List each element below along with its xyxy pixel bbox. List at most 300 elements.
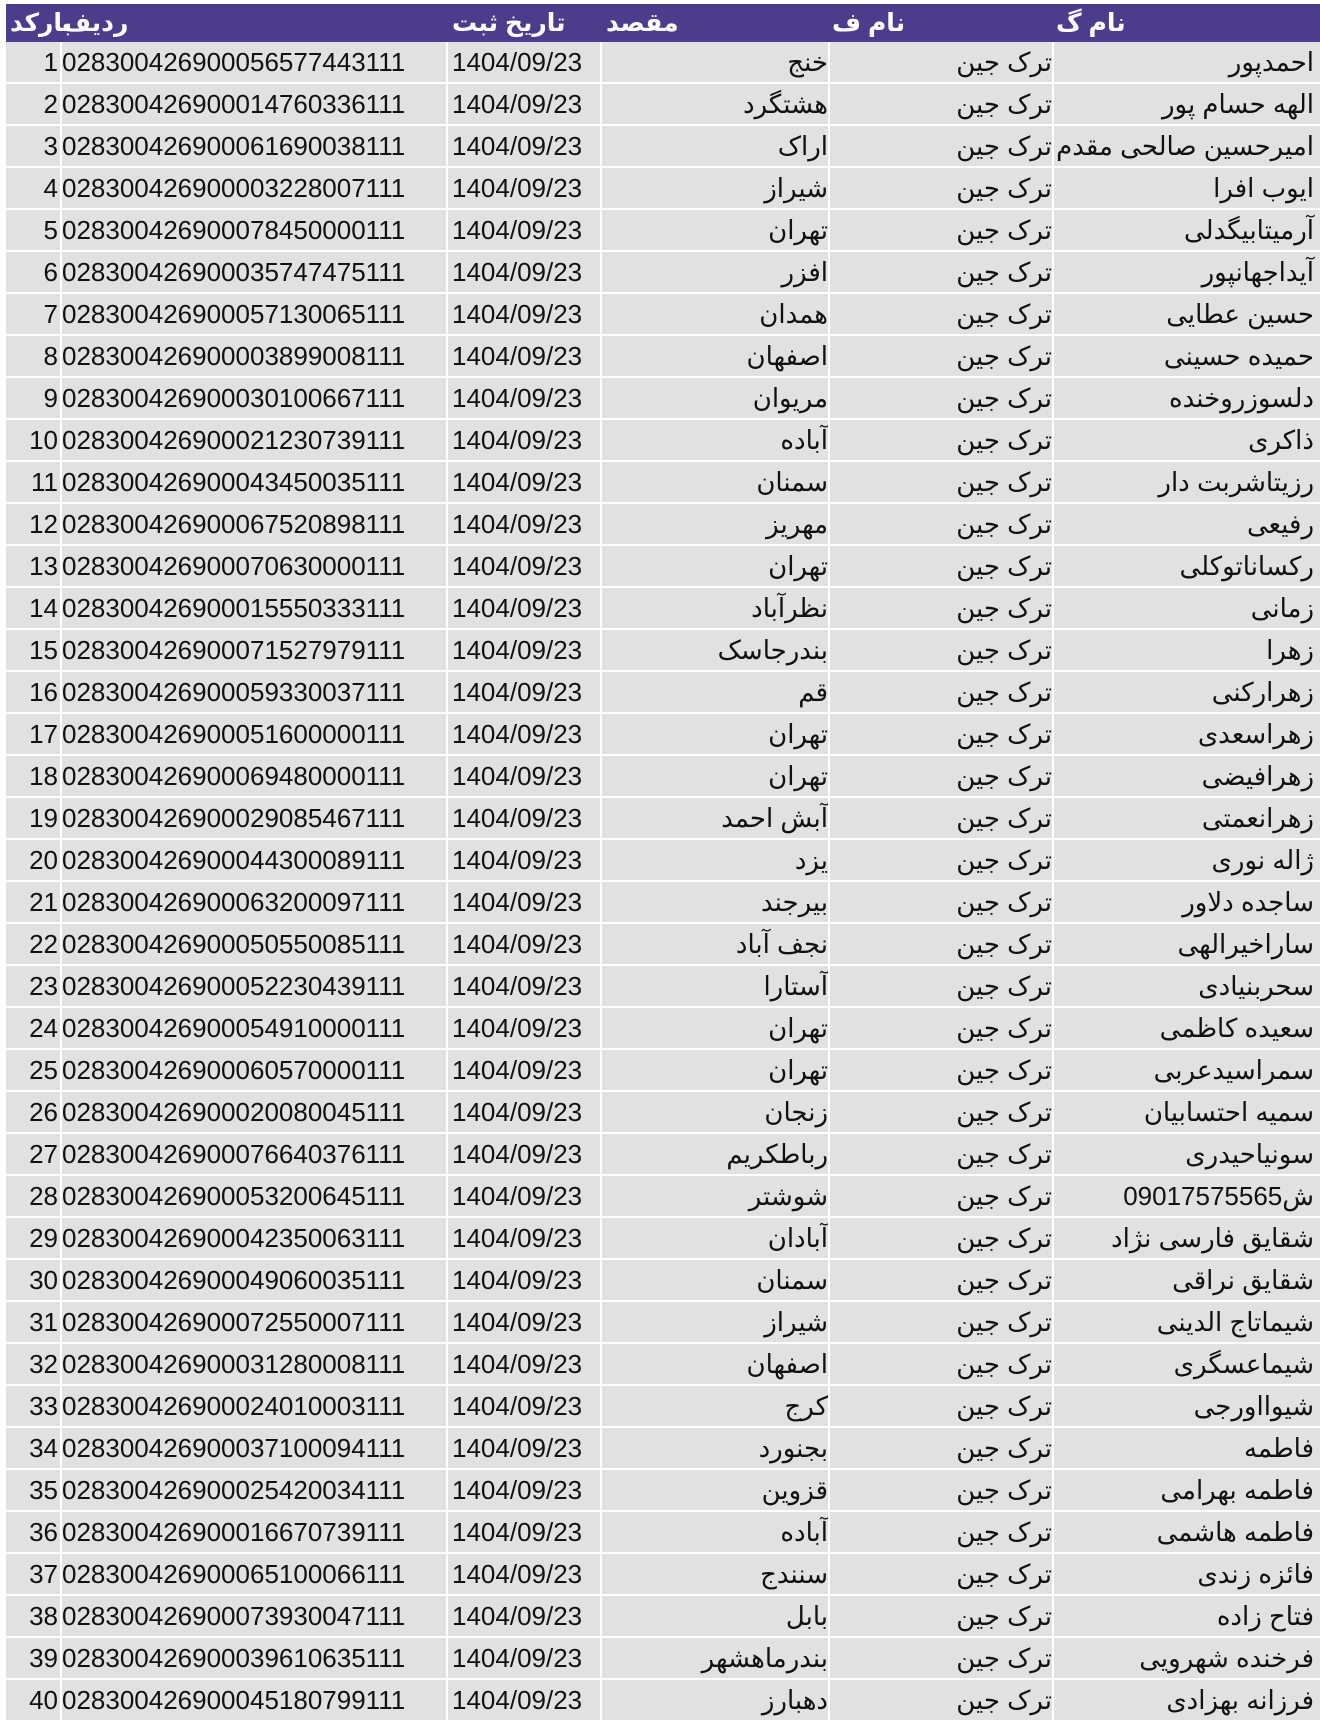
column-divider: [828, 1260, 830, 1300]
column-divider: [600, 1260, 602, 1300]
column-divider: [1052, 756, 1054, 796]
cell-destination: شیراز: [764, 1307, 828, 1337]
cell-barcode: 028300426900053200645111: [62, 1181, 406, 1211]
column-divider: [828, 1596, 830, 1636]
table-row[interactable]: [6, 966, 1320, 1008]
column-divider: [828, 840, 830, 880]
cell-registration-date: 1404/09/23: [452, 425, 583, 455]
cell-registration-date: 1404/09/23: [452, 383, 583, 413]
column-divider: [60, 1260, 62, 1300]
table-row[interactable]: [6, 420, 1320, 462]
column-divider: [60, 1554, 62, 1594]
cell-given-name: شیماتاج الدینی: [1156, 1307, 1314, 1337]
cell-family-name: ترک جین: [956, 89, 1052, 119]
cell-barcode: 028300426900039610635111: [62, 1643, 406, 1673]
column-divider: [446, 168, 448, 208]
column-divider: [828, 966, 830, 1006]
column-divider: [828, 924, 830, 964]
column-divider: [446, 126, 448, 166]
cell-barcode: 028300426900003228007111: [62, 173, 406, 203]
cell-given-name: شقایق نراقی: [1172, 1265, 1314, 1295]
cell-row-number: 26: [29, 1097, 58, 1127]
column-divider: [60, 630, 62, 670]
header-given-name[interactable]: نام گ: [1056, 9, 1126, 37]
cell-given-name: حمیده حسینی: [1163, 341, 1314, 371]
table-row[interactable]: [6, 1596, 1320, 1638]
table-row[interactable]: [6, 1218, 1320, 1260]
column-divider: [600, 1344, 602, 1384]
table-row[interactable]: [6, 798, 1320, 840]
cell-family-name: ترک جین: [956, 1223, 1052, 1253]
cell-family-name: ترک جین: [956, 1559, 1052, 1589]
table-row[interactable]: [6, 1428, 1320, 1470]
column-divider: [446, 1512, 448, 1552]
column-divider: [60, 840, 62, 880]
cell-given-name: زهرا: [1266, 635, 1314, 665]
cell-family-name: ترک جین: [956, 1601, 1052, 1631]
cell-row-number: 25: [29, 1055, 58, 1085]
table-row[interactable]: [6, 546, 1320, 588]
table-row[interactable]: [6, 1302, 1320, 1344]
column-divider: [446, 1050, 448, 1090]
table-row[interactable]: [6, 672, 1320, 714]
cell-given-name: ذاکری: [1248, 425, 1314, 455]
cell-destination: اصفهان: [746, 341, 828, 371]
cell-barcode: 028300426900065100066111: [62, 1559, 406, 1589]
table-row[interactable]: [6, 1260, 1320, 1302]
column-divider: [60, 462, 62, 502]
cell-row-number: 9: [43, 383, 58, 413]
column-divider: [600, 126, 602, 166]
column-divider: [446, 756, 448, 796]
column-divider: [1052, 1596, 1054, 1636]
cell-given-name: سعیده کاظمی: [1159, 1013, 1314, 1043]
cell-destination: بجنورد: [758, 1433, 828, 1463]
cell-given-name: حسین عطایی: [1166, 299, 1314, 329]
cell-given-name: فاطمه هاشمی: [1156, 1517, 1314, 1547]
cell-barcode: 028300426900050550085111: [62, 929, 406, 959]
column-divider: [446, 588, 448, 628]
cell-given-name: ساجده دلاور: [1182, 887, 1314, 917]
column-divider: [600, 1134, 602, 1174]
column-divider: [1052, 630, 1054, 670]
column-divider: [600, 546, 602, 586]
column-divider: [600, 336, 602, 376]
table-row[interactable]: [6, 882, 1320, 924]
cell-row-number: 30: [29, 1265, 58, 1295]
column-divider: [828, 672, 830, 712]
cell-row-number: 33: [29, 1391, 58, 1421]
column-divider: [828, 336, 830, 376]
cell-given-name: شیماعسگری: [1173, 1349, 1314, 1379]
column-divider: [446, 714, 448, 754]
table-row[interactable]: [6, 924, 1320, 966]
column-divider: [60, 966, 62, 1006]
cell-row-number: 39: [29, 1643, 58, 1673]
cell-destination: بندرماهشهر: [701, 1643, 828, 1673]
column-divider: [446, 1680, 448, 1720]
column-divider: [828, 1218, 830, 1258]
column-divider: [828, 252, 830, 292]
cell-family-name: ترک جین: [956, 1433, 1052, 1463]
cell-given-name: ش09017575565: [1123, 1181, 1314, 1211]
column-divider: [1052, 1008, 1054, 1048]
cell-registration-date: 1404/09/23: [452, 551, 583, 581]
column-divider: [1052, 336, 1054, 376]
cell-destination: آبادان: [767, 1223, 828, 1253]
cell-destination: یزد: [794, 845, 828, 875]
table-row[interactable]: [6, 630, 1320, 672]
column-divider: [446, 966, 448, 1006]
cell-family-name: ترک جین: [956, 1181, 1052, 1211]
cell-registration-date: 1404/09/23: [452, 1685, 583, 1715]
column-divider: [828, 420, 830, 460]
cell-registration-date: 1404/09/23: [452, 1223, 583, 1253]
cell-registration-date: 1404/09/23: [452, 1517, 583, 1547]
column-divider: [600, 1428, 602, 1468]
cell-barcode: 028300426900044300089111: [62, 845, 406, 875]
cell-registration-date: 1404/09/23: [452, 1391, 583, 1421]
cell-given-name: امیرحسین صالحی مقدم: [1056, 131, 1314, 161]
column-divider: [1052, 504, 1054, 544]
table-row[interactable]: [6, 1008, 1320, 1050]
table-row[interactable]: [6, 378, 1320, 420]
cell-registration-date: 1404/09/23: [452, 173, 583, 203]
column-divider: [60, 1512, 62, 1552]
column-divider: [1052, 168, 1054, 208]
cell-row-number: 34: [29, 1433, 58, 1463]
cell-family-name: ترک جین: [956, 1013, 1052, 1043]
cell-registration-date: 1404/09/23: [452, 1097, 583, 1127]
cell-registration-date: 1404/09/23: [452, 845, 583, 875]
column-divider: [828, 798, 830, 838]
cell-row-number: 32: [29, 1349, 58, 1379]
table-row[interactable]: [6, 294, 1320, 336]
table-row[interactable]: [6, 588, 1320, 630]
column-divider: [446, 504, 448, 544]
column-divider: [60, 504, 62, 544]
cell-destination: زنجان: [764, 1097, 828, 1127]
column-divider: [1052, 462, 1054, 502]
cell-barcode: 028300426900043450035111: [62, 467, 406, 497]
column-divider: [60, 420, 62, 460]
column-divider: [446, 630, 448, 670]
column-divider: [600, 924, 602, 964]
cell-family-name: ترک جین: [956, 467, 1052, 497]
table-row[interactable]: [6, 1512, 1320, 1554]
cell-destination: خنج: [787, 47, 828, 77]
column-divider: [600, 1386, 602, 1426]
table-row[interactable]: [6, 1470, 1320, 1512]
column-divider: [446, 1008, 448, 1048]
cell-barcode: 028300426900067520898111: [62, 509, 406, 539]
table-row[interactable]: [6, 42, 1320, 84]
cell-family-name: ترک جین: [956, 131, 1052, 161]
column-divider: [828, 1512, 830, 1552]
column-divider: [828, 1302, 830, 1342]
cell-given-name: رفیعی: [1246, 509, 1314, 539]
column-divider: [828, 1050, 830, 1090]
column-divider: [60, 1008, 62, 1048]
cell-registration-date: 1404/09/23: [452, 1433, 583, 1463]
column-divider: [600, 672, 602, 712]
cell-barcode: 028300426900020080045111: [62, 1097, 406, 1127]
cell-destination: سمنان: [756, 467, 828, 497]
column-divider: [1052, 378, 1054, 418]
cell-registration-date: 1404/09/23: [452, 1013, 583, 1043]
cell-given-name: ایوب افرا: [1213, 173, 1314, 203]
column-divider: [1052, 126, 1054, 166]
table-row[interactable]: [6, 126, 1320, 168]
column-divider: [60, 1428, 62, 1468]
cell-given-name: فتاح زاده: [1216, 1601, 1314, 1631]
cell-row-number: 22: [29, 929, 58, 959]
column-divider: [600, 84, 602, 124]
column-divider: [60, 378, 62, 418]
cell-row-number: 8: [43, 341, 58, 371]
cell-destination: تهران: [768, 551, 828, 581]
column-divider: [1052, 252, 1054, 292]
cell-barcode: 028300426900054910000111: [62, 1013, 406, 1043]
cell-row-number: 3: [43, 131, 58, 161]
table-row[interactable]: [6, 756, 1320, 798]
table-row[interactable]: [6, 1680, 1320, 1722]
column-divider: [446, 840, 448, 880]
cell-registration-date: 1404/09/23: [452, 635, 583, 665]
table-row[interactable]: [6, 210, 1320, 252]
column-divider: [60, 1302, 62, 1342]
table-row[interactable]: [6, 84, 1320, 126]
cell-registration-date: 1404/09/23: [452, 509, 583, 539]
cell-registration-date: 1404/09/23: [452, 47, 583, 77]
cell-registration-date: 1404/09/23: [452, 215, 583, 245]
column-divider: [828, 504, 830, 544]
header-barcode[interactable]: بارکد: [10, 9, 73, 37]
cell-registration-date: 1404/09/23: [452, 677, 583, 707]
column-divider: [446, 1092, 448, 1132]
header-destination[interactable]: مقصد: [606, 9, 679, 37]
table-row[interactable]: [6, 504, 1320, 546]
column-divider: [1052, 420, 1054, 460]
column-divider: [446, 1386, 448, 1426]
column-divider: [1052, 672, 1054, 712]
cell-given-name: سمراسیدعربی: [1153, 1055, 1314, 1085]
cell-family-name: ترک جین: [956, 719, 1052, 749]
column-divider: [600, 840, 602, 880]
cell-family-name: ترک جین: [956, 1391, 1052, 1421]
cell-row-number: 17: [29, 719, 58, 749]
cell-barcode: 028300426900069480000111: [62, 761, 406, 791]
cell-row-number: 10: [29, 425, 58, 455]
column-divider: [1052, 1218, 1054, 1258]
column-divider: [446, 1134, 448, 1174]
column-divider: [1052, 1344, 1054, 1384]
column-divider: [446, 42, 448, 82]
column-divider: [1052, 1470, 1054, 1510]
column-divider: [828, 1008, 830, 1048]
cell-barcode: 028300426900030100667111: [62, 383, 406, 413]
cell-barcode: 028300426900078450000111: [62, 215, 406, 245]
cell-destination: مهریز: [766, 509, 828, 539]
column-divider: [60, 882, 62, 922]
cell-barcode: 028300426900014760336111: [62, 89, 406, 119]
column-divider: [828, 84, 830, 124]
cell-family-name: ترک جین: [956, 845, 1052, 875]
column-divider: [1052, 294, 1054, 334]
cell-destination: کرج: [784, 1391, 828, 1421]
column-divider: [60, 336, 62, 376]
header-family-name[interactable]: نام ف: [832, 9, 906, 37]
column-divider: [600, 630, 602, 670]
cell-family-name: ترک جین: [956, 1349, 1052, 1379]
cell-destination: تهران: [768, 1055, 828, 1085]
cell-registration-date: 1404/09/23: [452, 1139, 583, 1169]
cell-registration-date: 1404/09/23: [452, 299, 583, 329]
column-divider: [600, 1050, 602, 1090]
cell-family-name: ترک جین: [956, 215, 1052, 245]
cell-registration-date: 1404/09/23: [452, 467, 583, 497]
cell-destination: هشتگرد: [742, 89, 828, 119]
column-divider: [828, 42, 830, 82]
table-row[interactable]: [6, 1092, 1320, 1134]
column-divider: [600, 588, 602, 628]
cell-given-name: سمیه احتسابیان: [1143, 1097, 1314, 1127]
column-divider: [600, 1092, 602, 1132]
table-row[interactable]: [6, 168, 1320, 210]
cell-barcode: 028300426900025420034111: [62, 1475, 406, 1505]
column-divider: [828, 714, 830, 754]
cell-row-number: 12: [29, 509, 58, 539]
table-row[interactable]: [6, 462, 1320, 504]
cell-row-number: 11: [31, 467, 58, 497]
cell-family-name: ترک جین: [956, 551, 1052, 581]
column-divider: [600, 168, 602, 208]
column-divider: [1052, 1134, 1054, 1174]
column-divider: [446, 294, 448, 334]
header-row-number[interactable]: ردیف: [62, 9, 129, 37]
column-divider: [60, 42, 62, 82]
cell-destination: نجف آباد: [735, 929, 828, 959]
column-divider: [600, 882, 602, 922]
cell-destination: آستارا: [763, 971, 828, 1001]
table-row[interactable]: [6, 840, 1320, 882]
cell-row-number: 15: [29, 635, 58, 665]
cell-registration-date: 1404/09/23: [452, 803, 583, 833]
column-divider: [446, 882, 448, 922]
cell-row-number: 31: [29, 1307, 58, 1337]
cell-destination: آباده: [780, 1517, 828, 1547]
cell-family-name: ترک جین: [956, 887, 1052, 917]
cell-given-name: زهراسعدی: [1197, 719, 1314, 749]
cell-registration-date: 1404/09/23: [452, 929, 583, 959]
cell-destination: بابل: [785, 1601, 828, 1631]
cell-registration-date: 1404/09/23: [452, 1055, 583, 1085]
cell-row-number: 21: [29, 887, 58, 917]
header-registration-date[interactable]: تاریخ ثبت: [452, 9, 566, 37]
cell-row-number: 19: [29, 803, 58, 833]
column-divider: [600, 1638, 602, 1678]
cell-registration-date: 1404/09/23: [452, 1475, 583, 1505]
table-row[interactable]: [6, 1638, 1320, 1680]
cell-family-name: ترک جین: [956, 593, 1052, 623]
table-row[interactable]: [6, 1344, 1320, 1386]
cell-given-name: شیوااورجی: [1193, 1391, 1314, 1421]
table-row[interactable]: [6, 1050, 1320, 1092]
column-divider: [1052, 1050, 1054, 1090]
column-divider: [600, 462, 602, 502]
column-divider: [446, 84, 448, 124]
table-row[interactable]: [6, 1554, 1320, 1596]
cell-destination: تهران: [768, 719, 828, 749]
column-divider: [828, 630, 830, 670]
cell-family-name: ترک جین: [956, 1517, 1052, 1547]
cell-row-number: 37: [29, 1559, 58, 1589]
table-row[interactable]: [6, 1134, 1320, 1176]
column-divider: [446, 1638, 448, 1678]
column-divider: [1052, 798, 1054, 838]
column-divider: [828, 462, 830, 502]
column-divider: [446, 672, 448, 712]
cell-given-name: فاطمه: [1243, 1433, 1314, 1463]
column-divider: [600, 798, 602, 838]
column-divider: [828, 1554, 830, 1594]
table-row[interactable]: [6, 714, 1320, 756]
column-divider: [446, 1596, 448, 1636]
cell-registration-date: 1404/09/23: [452, 341, 583, 371]
column-divider: [446, 1218, 448, 1258]
cell-family-name: ترک جین: [956, 1055, 1052, 1085]
cell-destination: همدان: [759, 299, 828, 329]
cell-row-number: 40: [29, 1685, 58, 1715]
cell-barcode: 028300426900024010003111: [62, 1391, 406, 1421]
column-divider: [828, 1638, 830, 1678]
column-divider: [1052, 1386, 1054, 1426]
cell-destination: قزوین: [761, 1475, 828, 1505]
column-divider: [1052, 588, 1054, 628]
cell-family-name: ترک جین: [956, 1307, 1052, 1337]
cell-barcode: 028300426900071527979111: [62, 635, 406, 665]
cell-row-number: 35: [29, 1475, 58, 1505]
column-divider: [446, 420, 448, 460]
column-divider: [828, 1428, 830, 1468]
column-divider: [600, 42, 602, 82]
cell-destination: شیراز: [764, 173, 828, 203]
table-row[interactable]: [6, 1176, 1320, 1218]
column-divider: [60, 714, 62, 754]
cell-barcode: 028300426900021230739111: [62, 425, 406, 455]
column-divider: [446, 798, 448, 838]
cell-registration-date: 1404/09/23: [452, 887, 583, 917]
cell-family-name: ترک جین: [956, 1097, 1052, 1127]
table-row[interactable]: [6, 252, 1320, 294]
table-row[interactable]: [6, 336, 1320, 378]
cell-registration-date: 1404/09/23: [452, 1349, 583, 1379]
cell-row-number: 7: [43, 299, 58, 329]
cell-barcode: 028300426900057130065111: [62, 299, 406, 329]
table-row[interactable]: [6, 1386, 1320, 1428]
column-divider: [600, 504, 602, 544]
column-divider: [1052, 1092, 1054, 1132]
cell-given-name: رزیتاشربت دار: [1158, 467, 1314, 497]
cell-row-number: 18: [29, 761, 58, 791]
column-divider: [600, 1596, 602, 1636]
column-divider: [446, 378, 448, 418]
cell-row-number: 24: [29, 1013, 58, 1043]
cell-registration-date: 1404/09/23: [452, 719, 583, 749]
cell-family-name: ترک جین: [956, 1139, 1052, 1169]
column-divider: [60, 210, 62, 250]
cell-barcode: 028300426900076640376111: [62, 1139, 406, 1169]
